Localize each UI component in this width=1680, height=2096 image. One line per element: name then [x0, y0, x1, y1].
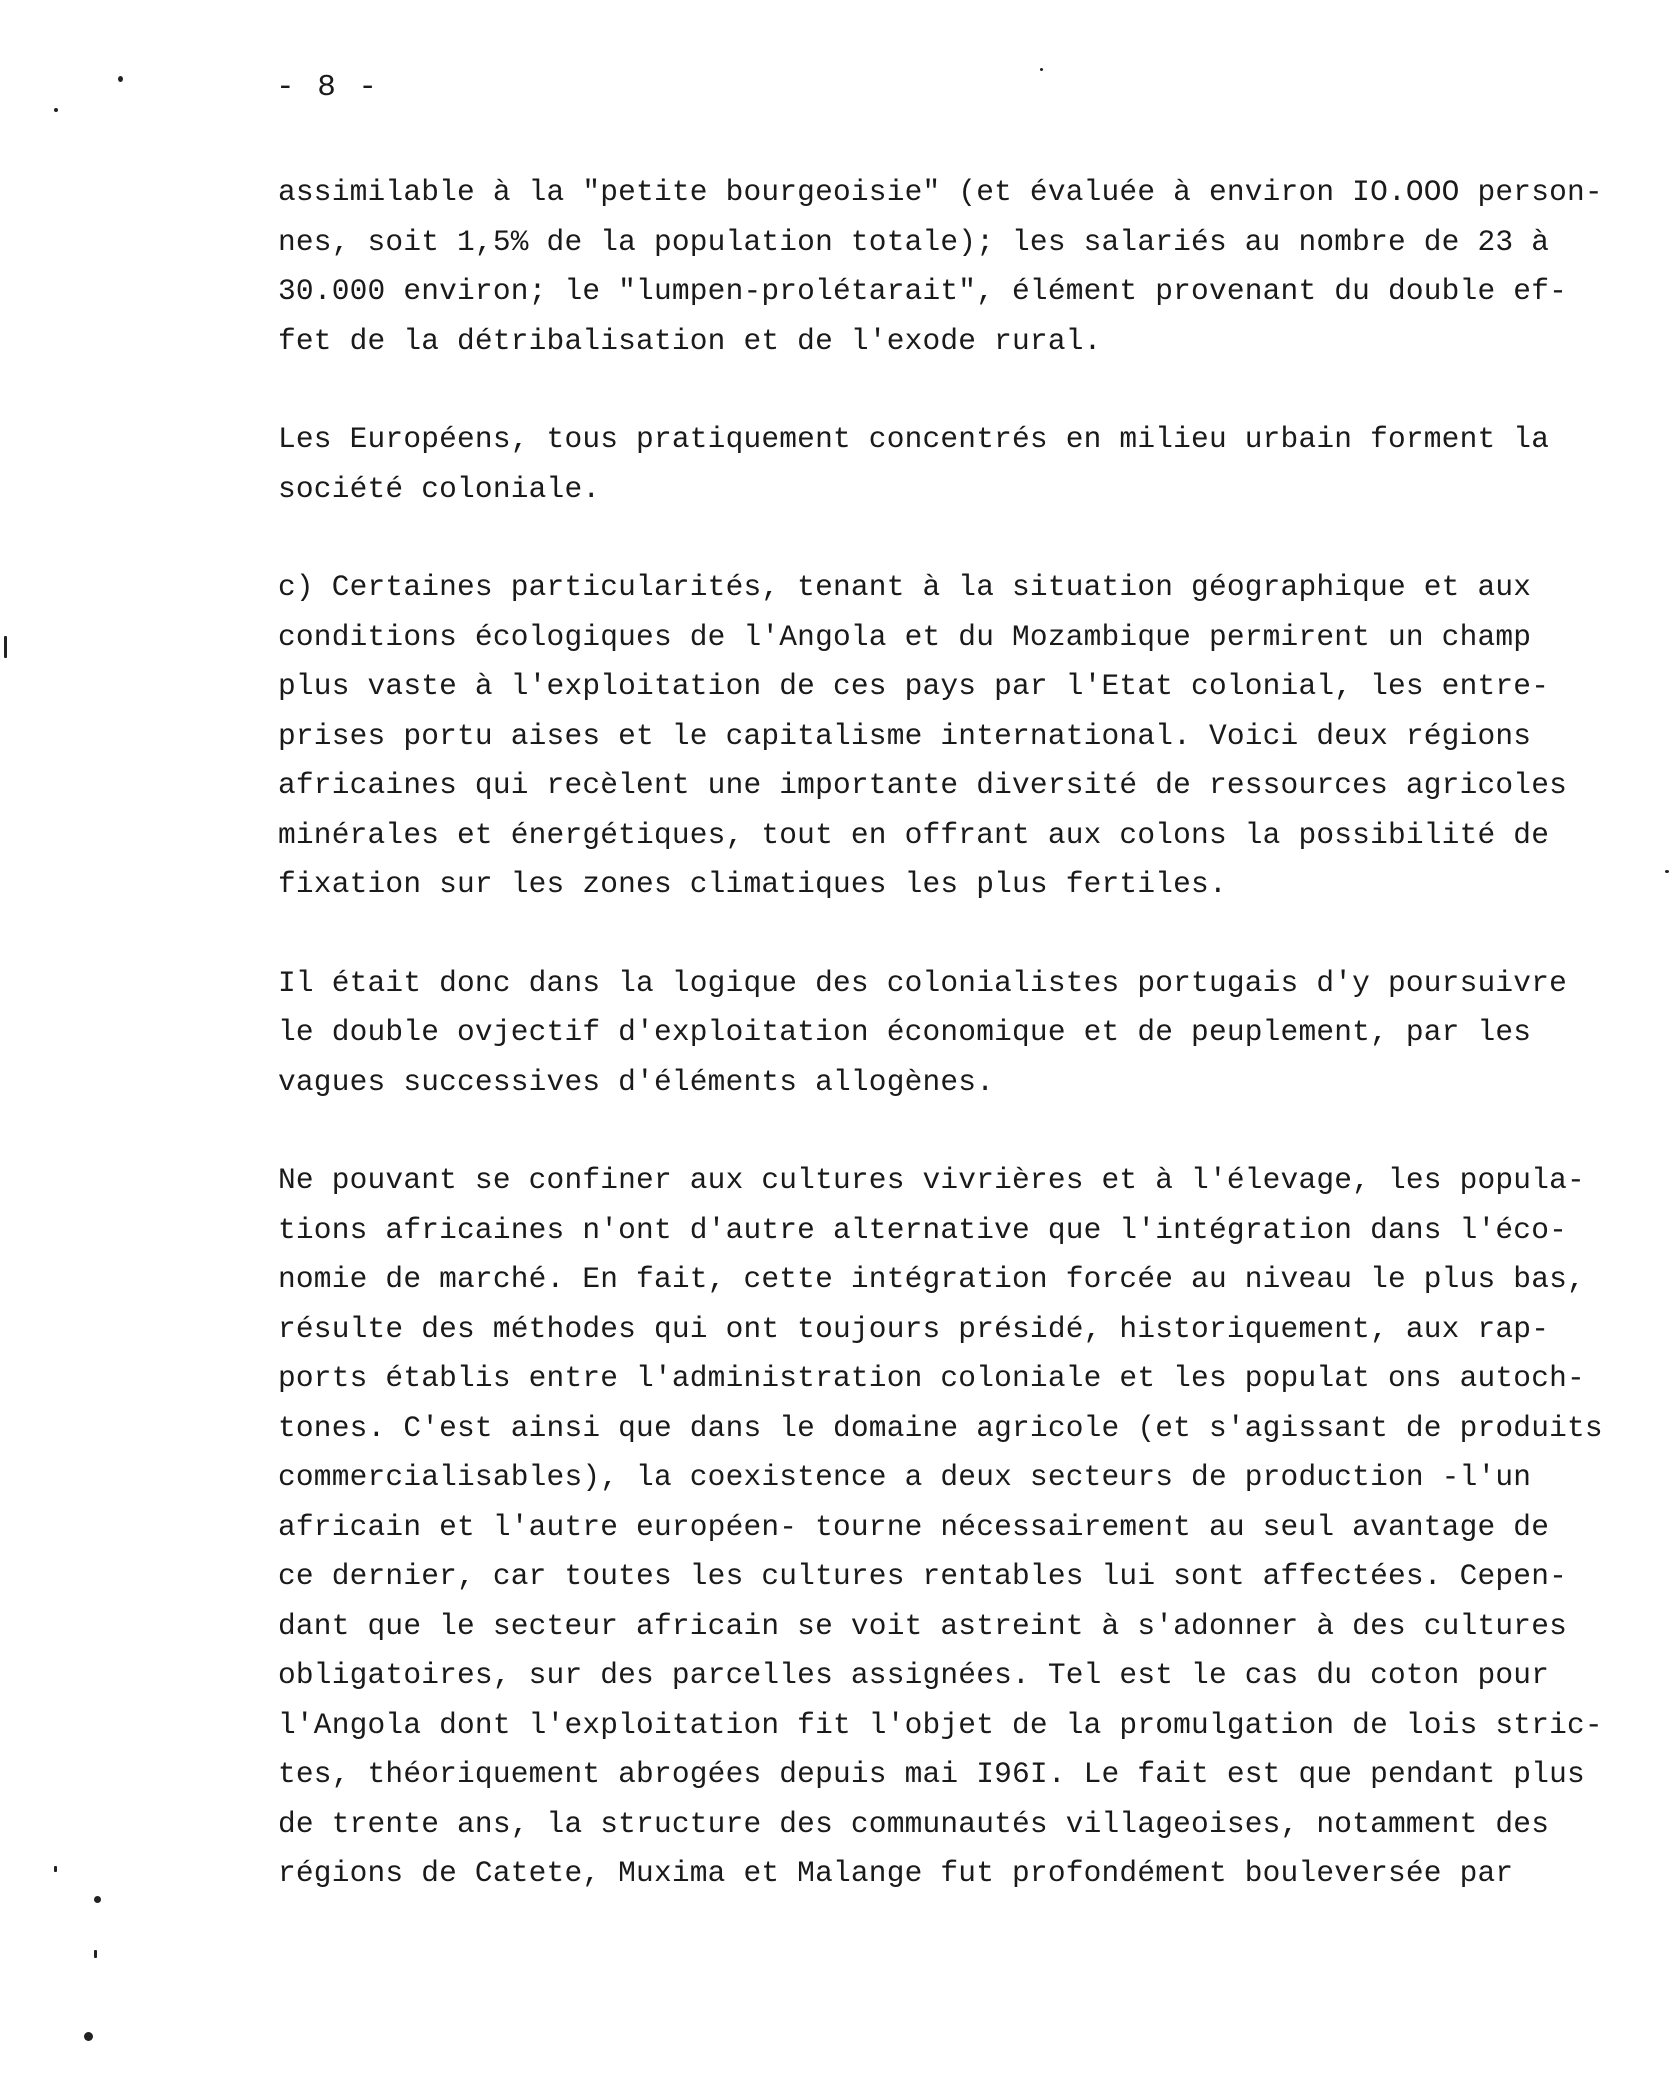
text-line: assimilable à la "petite bourgeoisie" (et évaluée à environ IO.OOO person-: [278, 175, 1603, 209]
text-line: dant que le secteur africain se voit astreint à s'adonner à des cultures: [278, 1608, 1568, 1643]
text-line: nomie de marché. En fait, cette intégration forcée au niveau le plus bas,: [278, 1262, 1585, 1296]
text-line: résulte des méthodes qui ont toujours présidé, historiquement, aux rap-: [278, 1311, 1550, 1346]
text-line: tones. C'est ainsi que dans le domaine agricole (et s'agissant de produits: [278, 1410, 1603, 1445]
body-text: [278, 168, 1638, 1948]
text-line: Ne pouvant se confiner aux cultures vivrières et à l'élevage, les popula-: [278, 1163, 1585, 1197]
text-line: africaines qui recèlent une importante diversité de ressources agricoles: [278, 768, 1568, 802]
paragraph: [278, 959, 1638, 1108]
scan-speck: [94, 1896, 101, 1903]
text-line: nes, soit 1,5% de la population totale); les salariés au nombre de 23 à: [278, 224, 1550, 259]
text-line: fet de la détribalisation et de l'exode rural.: [278, 323, 1102, 358]
text-line: de trente ans, la structure des communautés villageoises, notamment des: [278, 1806, 1550, 1841]
scan-speck: [118, 76, 123, 82]
text-line: régions de Catete, Muxima et Malange fut profondément bouleversée par: [278, 1856, 1514, 1890]
paragraph: [278, 1156, 1638, 1899]
text-line: tions africaines n'ont d'autre alternative que l'intégration dans l'éco-: [278, 1212, 1568, 1247]
text-line: prises portu aises et le capitalisme international. Voici deux régions: [278, 718, 1532, 753]
scan-speck: [54, 108, 58, 112]
scan-speck: [4, 636, 7, 658]
page-number: - 8 -: [276, 70, 380, 105]
text-line: commercialisables), la coexistence a deux secteurs de production -l'un: [278, 1460, 1532, 1494]
text-line: l'Angola dont l'exploitation fit l'objet de la promulgation de lois stric-: [278, 1707, 1603, 1742]
scan-speck: [1040, 68, 1043, 71]
text-line: vagues successives d'éléments allogènes.: [278, 1064, 995, 1099]
text-line: 30.000 environ; le "lumpen-prolétarait", élément provenant du double ef-: [278, 274, 1568, 308]
text-line: fixation sur les zones climatiques les plus fertiles.: [278, 867, 1227, 901]
scan-speck: [1665, 870, 1669, 873]
paragraph: [278, 563, 1638, 910]
text-line: ce dernier, car toutes les cultures rentables lui sont affectées. Cepen-: [278, 1559, 1568, 1593]
text-line: obligatoires, sur des parcelles assignées. Tel est le cas du coton pour: [278, 1658, 1550, 1692]
text-line: c) Certaines particularités, tenant à la situation géographique et aux: [278, 570, 1532, 604]
paragraph: [278, 415, 1638, 514]
paragraph: [278, 168, 1638, 366]
text-line: minérales et énergétiques, tout en offrant aux colons la possibilité de: [278, 817, 1550, 852]
text-line: ports établis entre l'administration coloniale et les populat ons autoch-: [278, 1361, 1585, 1395]
text-line: Les Européens, tous pratiquement concentrés en milieu urbain forment la: [278, 422, 1550, 456]
scan-speck: [54, 1866, 57, 1872]
text-line: société coloniale.: [278, 471, 601, 506]
text-line: conditions écologiques de l'Angola et du Mozambique permirent un champ: [278, 619, 1532, 654]
text-line: plus vaste à l'exploitation de ces pays par l'Etat colonial, les entre-: [278, 669, 1550, 703]
scan-speck: [84, 2032, 93, 2041]
text-line: le double ovjectif d'exploitation économique et de peuplement, par les: [278, 1015, 1532, 1049]
text-line: tes, théoriquement abrogées depuis mai I96I. Le fait est que pendant plus: [278, 1757, 1585, 1791]
scan-speck: [94, 1950, 97, 1958]
text-line: africain et l'autre européen- tourne nécessairement au seul avantage de: [278, 1509, 1550, 1544]
text-line: Il était donc dans la logique des colonialistes portugais d'y poursuivre: [278, 965, 1568, 1000]
